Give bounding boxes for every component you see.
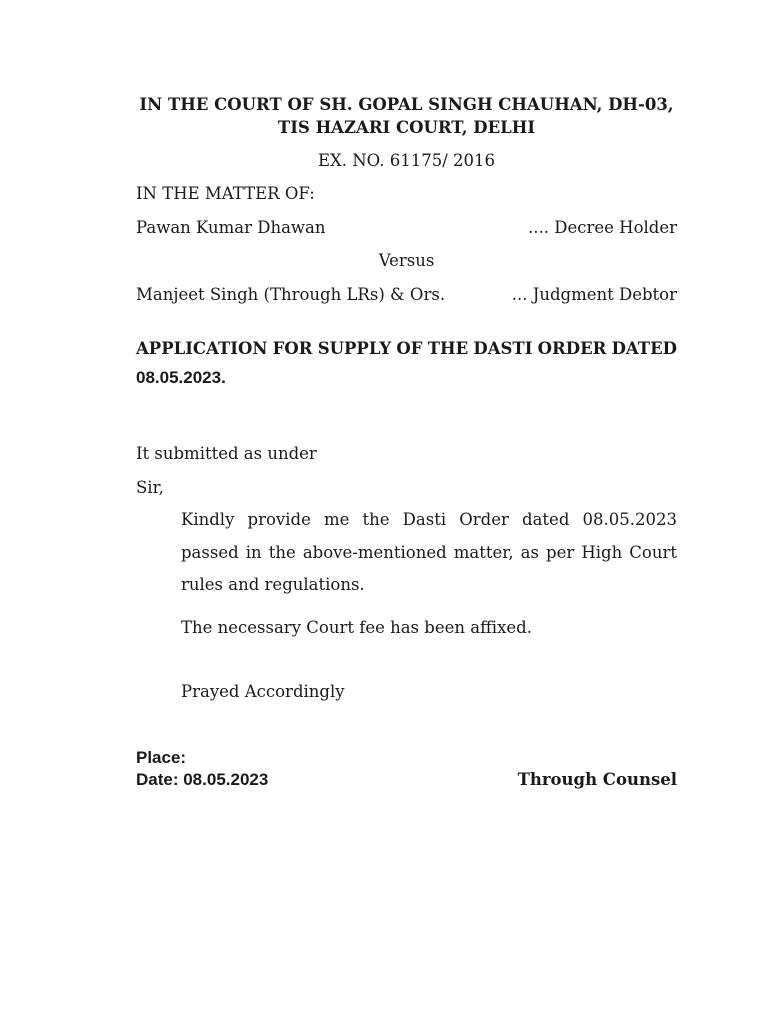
title-word: APPLICATION bbox=[136, 339, 268, 358]
application-title bbox=[136, 334, 677, 392]
title-word: OF bbox=[396, 339, 423, 358]
place-label: Place: bbox=[136, 748, 187, 767]
signature-label: Through Counsel bbox=[517, 770, 677, 789]
salutation: Sir, bbox=[136, 478, 164, 497]
footer-row bbox=[136, 770, 677, 790]
document-page bbox=[136, 0, 677, 1024]
court-heading-line2: TIS HAZARI COURT, DELHI bbox=[277, 118, 536, 137]
request-paragraph: Kindly provide me the Dasti Order dated 08.05.2023 passed in the above-mentioned matter, as per High Court rules and regulations. bbox=[181, 510, 677, 594]
party2-name: Manjeet Singh (Through LRs) & Ors. bbox=[136, 285, 446, 304]
title-word: FOR bbox=[272, 339, 313, 358]
party-decree-holder bbox=[136, 218, 677, 238]
party1-role: .... Decree Holder bbox=[528, 218, 677, 237]
title-word: ORDER bbox=[537, 339, 607, 358]
title-word: DASTI bbox=[473, 339, 533, 358]
application-title-date: 08.05.2023. bbox=[136, 368, 226, 387]
case-number: EX. NO. 61175/ 2016 bbox=[317, 151, 496, 170]
application-title-line1 bbox=[136, 334, 677, 363]
title-word: SUPPLY bbox=[317, 339, 392, 358]
matter-intro: IN THE MATTER OF: bbox=[136, 184, 315, 203]
title-word: THE bbox=[427, 339, 469, 358]
party1-name: Pawan Kumar Dhawan bbox=[136, 218, 326, 237]
party-judgment-debtor bbox=[136, 285, 677, 305]
court-heading-line1: IN THE COURT OF SH. GOPAL SINGH CHAUHAN, DH-03, bbox=[139, 95, 674, 114]
title-word: DATED bbox=[611, 339, 677, 358]
party2-role: ... Judgment Debtor bbox=[511, 285, 677, 304]
date-label: Date: 08.05.2023 bbox=[136, 770, 269, 789]
versus-label: Versus bbox=[378, 251, 435, 270]
submitted-line: It submitted as under bbox=[136, 444, 317, 463]
court-fee-note: The necessary Court fee has been affixed. bbox=[181, 618, 532, 637]
closing-line: Prayed Accordingly bbox=[181, 682, 345, 701]
